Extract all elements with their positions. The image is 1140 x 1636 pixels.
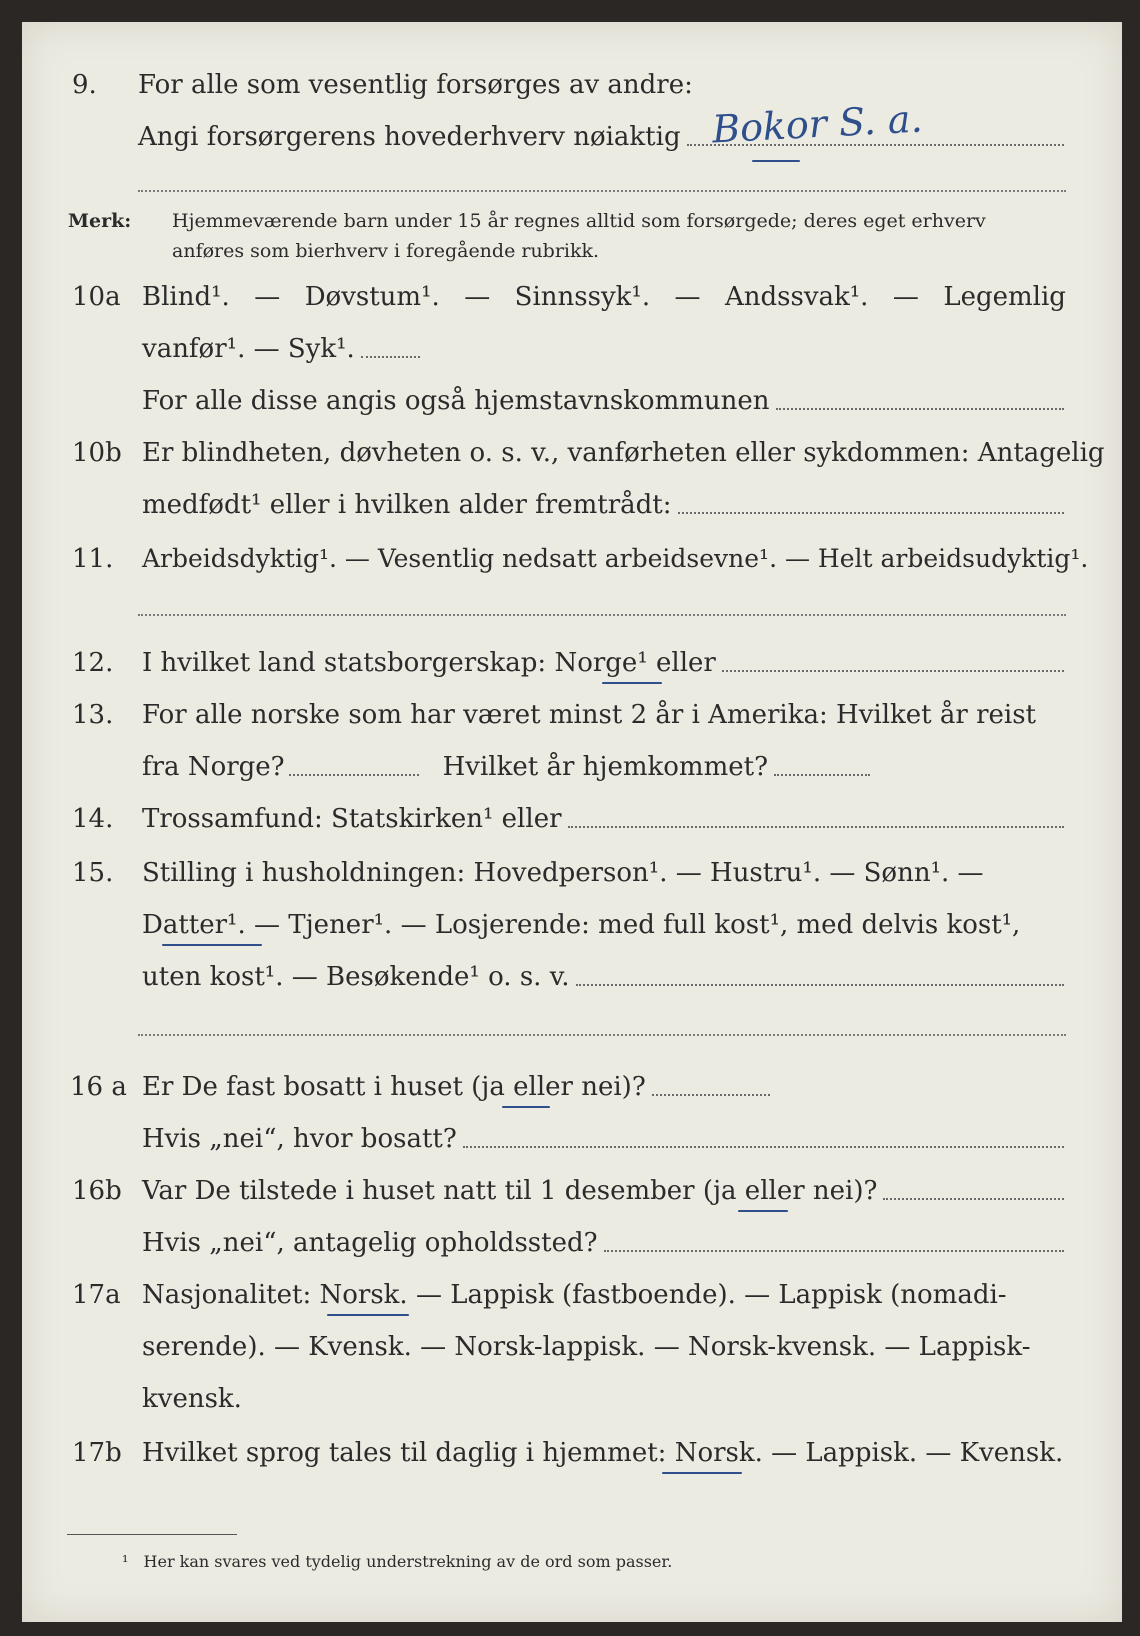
q13-number: 13.	[72, 700, 114, 730]
q16b-number: 16b	[72, 1176, 122, 1206]
q10a-line-2: vanfør¹. — Syk¹.	[142, 334, 355, 364]
q12-line-1: I hvilket land statsborgerskap: Norge¹ eller	[142, 648, 716, 678]
q10a-opt-andssvak[interactable]: Andssvak¹.	[724, 282, 869, 312]
q15-extra-line	[138, 1034, 1066, 1036]
q9-extra-line	[138, 190, 1066, 192]
q10b-line-2: medfødt¹ eller i hvilken alder fremtrådt:	[142, 490, 672, 520]
census-form-page	[22, 22, 1122, 1622]
q10a-hjemstavn-line[interactable]	[776, 408, 1064, 410]
q15-line-2: Datter¹. — Tjener¹. — Losjerende: med full kost¹, med delvis kost¹,	[142, 910, 1021, 940]
q13-line-2a: fra Norge?	[142, 752, 285, 782]
q16a-answer-line[interactable]	[652, 1094, 770, 1096]
q9-line-2: Angi forsørgerens hovederhverv nøiaktig	[138, 122, 681, 152]
q14-line-1: Trossamfund: Statskirken¹ eller	[142, 804, 562, 834]
q17a-norsk-underline	[327, 1314, 409, 1316]
q10b-answer-line[interactable]	[678, 512, 1065, 514]
q17a-line-3: kvensk.	[142, 1384, 242, 1414]
q13-hjemkommet-line[interactable]	[774, 774, 870, 776]
dash: —	[464, 282, 491, 312]
q17a-number: 17a	[72, 1280, 121, 1310]
q10a-opt-legemlig[interactable]: Legemlig	[943, 282, 1066, 312]
q12-number: 12.	[72, 648, 114, 678]
q11-number: 11.	[72, 544, 114, 574]
q17b-norsk-underline	[662, 1472, 742, 1474]
q17a-line-1: Nasjonalitet: Norsk. — Lappisk (fastboende). — Lappisk (nomadi-	[142, 1280, 1007, 1310]
q16a-ja-underline	[502, 1106, 550, 1108]
q16a-line-1: Er De fast bosatt i huset (ja eller nei)?	[142, 1072, 646, 1102]
q15-line-3: uten kost¹. — Besøkende¹ o. s. v.	[142, 962, 570, 992]
dash: —	[254, 282, 281, 312]
q10a-syk-line[interactable]	[361, 356, 420, 358]
q16b-line-2: Hvis „nei“, antagelig opholdssted?	[142, 1228, 598, 1258]
q10a-opt-sinnssyk[interactable]: Sinnssyk¹.	[514, 282, 651, 312]
q9-number: 9.	[72, 70, 97, 100]
q16b-answer-line[interactable]	[883, 1198, 1064, 1200]
q16a-number: 16 a	[70, 1072, 127, 1102]
q16a-bosatt-line[interactable]	[463, 1146, 1064, 1148]
q10a-line-3: For alle disse angis også hjemstavnskommunen	[142, 386, 770, 416]
q9-handwritten-mark	[752, 160, 800, 162]
merk-line-2: anføres som bierhverv i foregående rubrikk.	[172, 240, 600, 262]
merk-label: Merk:	[68, 210, 132, 232]
footnote-mark: ¹	[122, 1552, 129, 1571]
q13-reist-line[interactable]	[289, 774, 419, 776]
footnote-rule	[67, 1534, 237, 1535]
q11-answer-line[interactable]	[138, 614, 1066, 616]
q16b-opholdssted-line[interactable]	[604, 1250, 1064, 1252]
q16a-line-2: Hvis „nei“, hvor bosatt?	[142, 1124, 457, 1154]
footnote	[122, 1552, 672, 1571]
q13-line-2b: Hvilket år hjemkommet?	[442, 752, 769, 782]
q15-line-1: Stilling i husholdningen: Hovedperson¹. — Hustru¹. — Sønn¹. —	[142, 858, 984, 888]
q17b-number: 17b	[72, 1438, 122, 1468]
q15-datter-underline	[162, 944, 262, 946]
merk-line-1: Hjemmeværende barn under 15 år regnes alltid som forsørgede; deres eget erhverv	[172, 210, 986, 232]
q12-norge-underline	[602, 682, 662, 684]
q10b-line-1: Er blindheten, døvheten o. s. v., vanførheten eller sykdommen: Antagelig	[142, 438, 1105, 468]
q17a-line-2: serende). — Kvensk. — Norsk-lappisk. — Norsk-kvensk. — Lappisk-	[142, 1332, 1031, 1362]
q10a-number: 10a	[72, 282, 121, 312]
q15-number: 15.	[72, 858, 114, 888]
q17b-line-1: Hvilket sprog tales til daglig i hjemmet: Norsk. — Lappisk. — Kvensk.	[142, 1438, 1064, 1468]
q14-number: 14.	[72, 804, 114, 834]
footnote-text: Her kan svares ved tydelig understrekning av de ord som passer.	[143, 1552, 673, 1571]
dash: —	[892, 282, 919, 312]
q10a-options	[142, 280, 1066, 314]
q10a-opt-dovstum[interactable]: Døvstum¹.	[304, 282, 440, 312]
dash: —	[674, 282, 701, 312]
q9-line-1: For alle som vesentlig forsørges av andre:	[138, 70, 693, 100]
q16b-ja-underline	[738, 1210, 788, 1212]
q13-line-1: For alle norske som har været minst 2 år i Amerika: Hvilket år reist	[142, 700, 1036, 730]
q16b-line-1: Var De tilstede i huset natt til 1 desember (ja eller nei)?	[142, 1176, 878, 1206]
q10a-opt-blind[interactable]: Blind¹.	[142, 282, 230, 312]
q15-answer-line[interactable]	[576, 984, 1064, 986]
q12-answer-line[interactable]	[722, 670, 1064, 672]
q11-line-1: Arbeidsdyktig¹. — Vesentlig nedsatt arbeidsevne¹. — Helt arbeidsudyktig¹.	[142, 544, 1089, 573]
q9-handwritten-answer: Bokor S. a.	[710, 96, 924, 152]
q14-answer-line[interactable]	[568, 826, 1064, 828]
q10b-number: 10b	[72, 438, 122, 468]
